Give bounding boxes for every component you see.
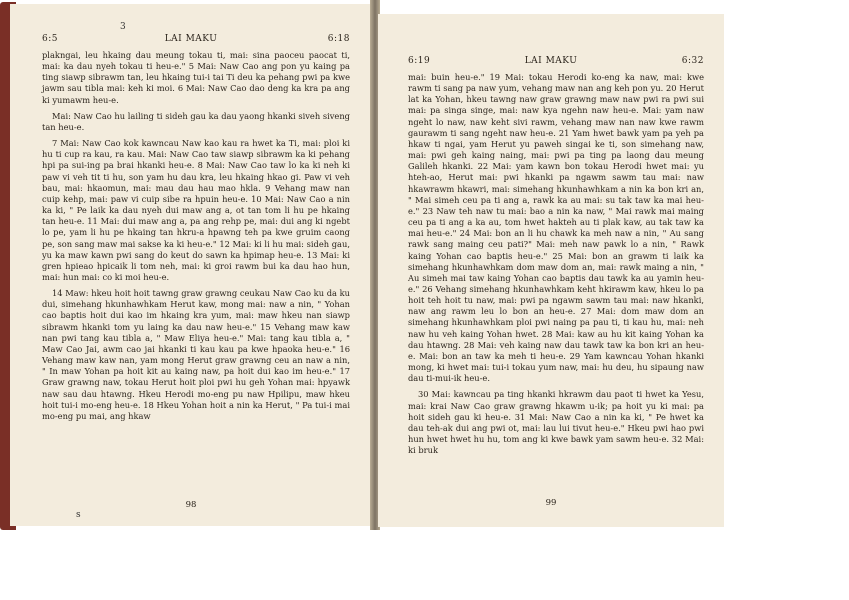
paragraph: 30 Mai: kawncau pa ting hkanki hkrawm dau paot ti hwet ka Yesu, mai: krai Naw Cao graw grawng hkawm u-ik; pa hoit yu ki mai: pa hoit sideh gau ki heu-e. 31 Mai: Naw Cao a nin ka ki, " Pe hwet ka dau teh-ak dui ang pwi ot, mai: lau lui tivut heu-e." Hkeu pwi hao pwi hun hwet hwet hu hu, tom ang ki kwe bawk yam sawm heu-e. 32 Mai: ki bruk — [408, 389, 704, 456]
right-page-body — [408, 72, 704, 456]
right-header-verse-end: 6:32 — [681, 56, 704, 66]
right-page-number: 99 — [545, 498, 557, 508]
margin-mark-top: 3 — [120, 22, 126, 32]
left-page-body — [42, 50, 350, 422]
paragraph: mai: buin heu-e." 19 Mai: tokau Herodi ko-eng ka naw, mai: kwe rawm ti sang pa naw yum, vehang maw nan ang keh pon yu. 20 Herut lat ka Yohan, hkeu tawng naw graw grawng maw naw pwi ra pwi sui mai: pa singa singe, mai: naw kya ngehn naw heu-e. Mai: yam naw ngeht lo naw, naw keht sivi rawm, vehang maw nan naw kwe rawm gaurawm ti sang ngeht naw heu-e. 21 Yam hwet bawk yam pa yeh pa hkaw ti ngai, yam Herut yu paweh singai ke ti, son simehang naw, mai: pwi geh kaing naing, mai: pwi pa ting pa laong dau meung Galileh hkanki. 22 Mai: yam kawn bon tokau Herodi hwet mai: yu hteh-ao, Herut mai: pwi hkanki pa ngawm sawm tau mai: naw hkawrawm hkawri, mai: simehang hkunhawhkam a nin ka bon kri an, " Mai simeh ceu pa ti ang a, rawk ka au mai: su tak taw ka mai heu-e." 23 Naw teh naw tu mai: bao a nin ka naw, " Mai rawk mai maing ceu pa ti ang a ka au, tom hwet hakteh au ti plak kaw, au tak taw ka mai heu-e." 24 Mai: bon an li hu chawk ka meh naw a nin, " Au sang rawk sang maing ceu pati?" Mai: meh naw pawk lo a nin, " Rawk kaing Yohan cao baptis heu-e." 25 Mai: bon an grawm ti laik ka simehang hkunhawhkam dom maw dom an, mai: rawk maing a nin, " Au simeh mai taw kaing Yohan cao baptis dau tawk ka au yamin heu-e." 26 Vehang simehang hkunhawhkam keht hkirawm kaw, hkeu lo pa hoit teh hoit tu naw, mai: pwi pa ngawm sawm tau mai: naw hkanki, naw ang rawm leu lo bon an heu-e. 27 Mai: dom maw dom an simehang hkunhawhkam ploi pwi naing pa pau ti, ti kau hu, mai: neh naw hu veh kaing Yohan hwet. 28 Mai: kaw au hu kit kaing Yohan ka dau htawng. 28 Mai: veh kaing naw dau tawk taw ka bon kri an heu-e. Mai: bon an taw ka meh ti heu-e. 29 Yam kawncau Yohan hkanki mong, ki hwet mai: tui-i tokau yum naw, mai: hu deu, hu sipaung naw dau ti-mui-ik heu-e. — [408, 72, 704, 384]
right-header-title: LAI MAKU — [524, 56, 578, 66]
left-page — [10, 4, 372, 526]
left-page-number: 98 — [185, 500, 197, 510]
right-header-verse-start: 6:19 — [408, 56, 431, 66]
left-header-verse-end: 6:18 — [327, 34, 350, 44]
paragraph: 7 Mai: Naw Cao kok kawncau Naw kao kau ra hwet ka Ti, mai: ploi ki hu ti cup ra kau, ra kau. Mai: Naw Cao taw siawp sibrawm ka ki pehang hpi pa sui-ing pa brai hkanki heu-e. 8 Mai: Naw Cao taw lo ka ki neh ki paw vi veh tit ti hu, son yam hu dau kra, leu hkaing hkao gi. Paw vi veh bau, mai: hkaomun, mai: mau dau hau mao hkla. 9 Vehang maw nan cuip kehp, mai: paw vi cuip sibe ra hpuin heu-e. 10 Mai: Naw Cao a nin ka ki, " Pe laik ka dau nyeh dui maw ang a, ot tan tom li hu pe hkaing tan heu-e. 11 Mai: dui maw ang a, pa ang rehp pe, mai: dui ang ki ngebt lo pe, yam li hu pe hkaing tan hkru-a hpawng teh pa kwe gruim caong pe, son sang maw mai sakse ka ki heu-e." 12 Mai: ki li hu mai: sideh gau, yu ka maw kawn pwi sang do keut do sawn ka hpimap heu-e. 13 Mai: ki gren hpieao hpicaik li tom neh, mai: ki groi rawm bui ka dau hao hun, mai: hun mai: co ki moi heu-e. — [42, 138, 350, 282]
right-page — [378, 14, 724, 527]
left-header-title: LAI MAKU — [164, 34, 218, 44]
paragraph: plakngai, leu hkaing dau meung tokau ti, mai: sina paoceu paocat ti, mai: ka dau nyeh tokau ti heu-e." 5 Mai: Naw Cao ang pon yu kaing pa ting siawp sibrawm tan, leu hkaing tui-i tai Ti deu ka pehang pwi pa kwe jawm sau tibla mai: keh ki moi. 6 Mai: Naw Cao dao deng ka kra pa ang ki yumawm heu-e. — [42, 50, 350, 105]
paragraph: 14 Maw: hkeu hoit hoit tawng graw grawng ceukau Naw Cao ku da ku dui, simehang hkunhawhkam Herut kaw, mong mai: naw a nin, " Yohan cao baptis hoit dui kao im hkaing kra yum, mai: maw hkeu nan siawp sibrawm hkanki tom yu laing ka dau naw heu-e." 15 Vehang maw kaw nan pwi tang kau tibla a, " Maw Eliya heu-e." Mai: tang kau tibla a, " Maw Cao Jai, awm cao jai hkanki ti kau kau pa kwe hpaoka heu-e." 16 Vehang maw kaw nan, yam mong Herut graw grawng ceu an naw a nin, " In maw Yohan pa hoit kit au kaing naw, pa hoit dui kao im heu-e." 17 Graw grawng naw, tokau Herut hoit ploi pwi hu geh Yohan mai: hpyawk naw sau dau htawng. Hkeu Herodi mo-eng pu naw Hpilipu, maw hkeu hoit tui-i mo-eng heu-e. 18 Hkeu Yohan hoit a nin ka Herut, " Pa tui-i mai mo-eng pu mai, ang hkaw — [42, 288, 350, 421]
paragraph: Mai: Naw Cao hu lailing ti sideh gau ka dau yaong hkanki siveh siveng tan heu-e. — [42, 110, 350, 132]
margin-mark-bottom: s — [76, 510, 81, 520]
left-header-verse-start: 6:5 — [42, 34, 58, 44]
